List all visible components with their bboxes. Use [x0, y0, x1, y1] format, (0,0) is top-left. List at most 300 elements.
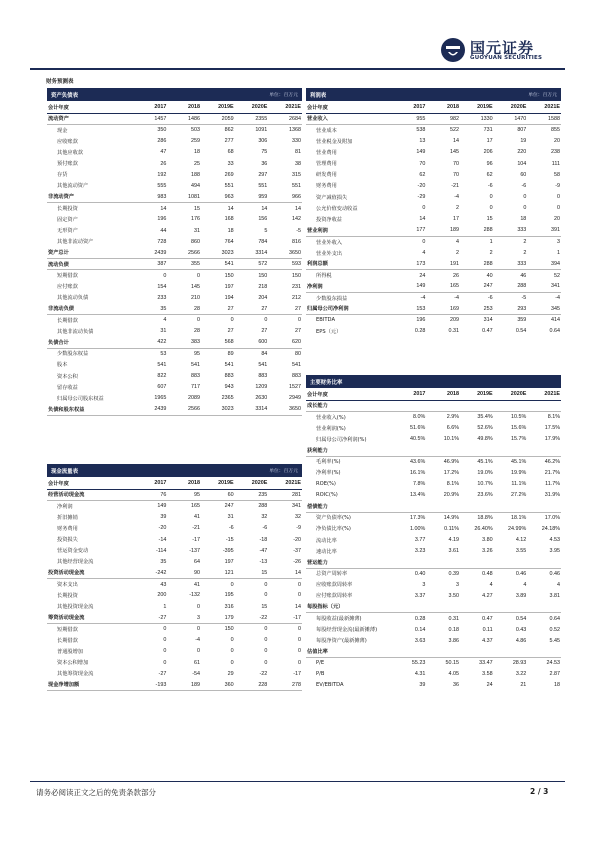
cell-value: 966	[268, 192, 302, 203]
cell-value: 333	[494, 225, 528, 236]
table-row	[306, 579, 561, 590]
cell-value: 121	[201, 568, 235, 579]
row-label: 归属母公司股东权益	[57, 395, 104, 402]
cell-value: 288	[460, 259, 494, 270]
row-label: 长期投资	[57, 206, 78, 213]
cell-value: 0	[264, 648, 268, 655]
cell-value: 963	[201, 192, 235, 203]
cell-value: 0	[298, 637, 301, 644]
cell-value: 4.86	[515, 637, 527, 644]
cell-value: -18	[259, 536, 268, 543]
row-label: 净利润	[57, 503, 73, 510]
cell-value: 27	[235, 303, 269, 314]
row-label: 存货	[57, 172, 68, 179]
row-label: 营运能力	[306, 557, 393, 568]
year-header: 2021E	[527, 102, 561, 113]
table-row	[47, 225, 302, 236]
table-row	[47, 214, 302, 225]
cell-value: 0.40	[414, 570, 426, 577]
cell-value: 33	[227, 160, 234, 167]
cell-value: 355	[167, 259, 201, 270]
row-label: 预付账款	[57, 161, 78, 168]
cell-value	[393, 557, 427, 568]
year-header: 2020E	[235, 478, 269, 489]
cell-value	[393, 646, 427, 657]
cell-value: 2439	[134, 247, 168, 258]
table-row	[306, 445, 561, 456]
row-label: 营业成本	[316, 127, 337, 134]
cell-value: 551	[224, 182, 234, 189]
cell-value: 541	[201, 259, 235, 270]
cell-value: 3314	[235, 404, 269, 415]
row-label: 应付账款	[57, 284, 78, 291]
cell-value: 3	[422, 581, 426, 588]
cell-value: 165	[426, 281, 460, 292]
table-row	[306, 315, 561, 326]
cell-value: 0	[298, 317, 301, 324]
cell-value: 0.52	[549, 626, 560, 633]
row-label: 负债和股东权益	[47, 404, 134, 415]
table-row	[306, 326, 561, 337]
cell-value: -6	[487, 295, 493, 302]
row-label: 所得税	[316, 273, 332, 280]
row-label: 其他非流动负债	[57, 328, 94, 335]
cell-value: 959	[235, 192, 269, 203]
ratios-title-bar	[306, 375, 561, 388]
row-label: 投资净收益	[316, 216, 342, 223]
cell-value: 0	[489, 205, 493, 212]
cell-value: 84	[261, 350, 268, 357]
cell-value: 25	[194, 160, 200, 167]
cell-value: 0	[230, 581, 234, 588]
table-row	[47, 601, 302, 612]
table-row	[306, 534, 561, 545]
cell-value: 15	[261, 603, 268, 610]
cell-value: 58	[554, 171, 560, 178]
cell-value: 822	[157, 373, 167, 380]
cell-value: 11.7%	[545, 481, 560, 488]
cell-value: 31	[194, 227, 200, 234]
cell-value: 3.80	[482, 537, 493, 544]
cell-value: 0.14	[414, 626, 426, 633]
column-header: 会计年度	[47, 478, 134, 489]
row-label: 成长能力	[306, 400, 393, 411]
cell-value: 44	[160, 227, 167, 234]
cell-value: 2089	[188, 395, 200, 402]
table-row	[306, 113, 561, 124]
cell-value: 3.95	[549, 548, 560, 555]
cell-value: 494	[191, 182, 200, 189]
row-label: 营业利润(%)	[316, 425, 346, 432]
cell-value: 0	[230, 659, 234, 666]
cell-value: 188	[191, 171, 200, 178]
cell-value: 1965	[154, 395, 167, 402]
cell-value: 142	[292, 216, 301, 223]
table-row	[47, 371, 302, 382]
cell-value	[426, 602, 460, 613]
cell-value: -14	[158, 536, 167, 543]
table-row	[47, 315, 302, 326]
cell-value: 4.19	[448, 537, 459, 544]
cell-value: 277	[224, 138, 234, 145]
cell-value: 541	[157, 361, 167, 368]
cell-value: 0	[197, 603, 200, 610]
cell-value: 3.58	[482, 671, 493, 678]
cell-value: 14	[160, 205, 167, 212]
company-logo	[440, 35, 565, 65]
table-row	[306, 646, 561, 657]
cell-value: 860	[191, 238, 200, 245]
cell-value: 2684	[268, 113, 302, 124]
cell-value: 3	[456, 581, 459, 588]
cell-value: 330	[292, 138, 301, 145]
cell-value: 26	[160, 160, 167, 167]
row-label: 其他应收款	[57, 149, 83, 156]
cell-value: 45.1%	[511, 458, 527, 465]
row-label: 应收账款周转率	[316, 582, 353, 589]
cell-value	[460, 557, 494, 568]
cell-value: 341	[292, 503, 301, 510]
cell-value: 345	[527, 303, 561, 314]
row-label: 每股经营现金流(最新摊薄)	[316, 627, 378, 634]
cell-value: 177	[393, 225, 427, 236]
row-label: 股本	[57, 362, 68, 369]
cashflow-title: 现金流量表	[51, 468, 78, 475]
cell-value: 0.31	[448, 615, 459, 622]
cell-value: 0	[298, 659, 301, 666]
row-label: 资本公积	[57, 373, 78, 380]
cell-value: -21	[451, 182, 459, 189]
cell-value: 196	[157, 216, 167, 223]
cell-value: 47	[160, 149, 167, 156]
cell-value: -4	[195, 637, 200, 644]
cell-value: -20	[417, 182, 426, 189]
row-label: 现金	[57, 127, 68, 134]
cell-value: -395	[222, 547, 234, 554]
cell-value: 153	[393, 303, 427, 314]
cell-value: 551	[292, 182, 301, 189]
cell-value: 16.1%	[410, 469, 426, 476]
cell-value: 0	[230, 317, 234, 324]
cell-value: 17.9%	[544, 436, 560, 443]
cell-value: 70	[453, 160, 459, 167]
cell-value: 333	[494, 259, 528, 270]
cell-value: 156	[258, 216, 268, 223]
cell-value: 235	[235, 489, 269, 500]
cell-value: 104	[517, 160, 527, 167]
cell-value: 3.22	[515, 671, 527, 678]
row-label: 公允价值变动收益	[316, 205, 358, 212]
row-label: 研发费用	[316, 172, 337, 179]
table-row	[47, 646, 302, 657]
cell-value: 19.0%	[477, 469, 493, 476]
cell-value: 35	[134, 303, 168, 314]
table-row	[306, 180, 561, 191]
cell-value: 14	[453, 138, 459, 145]
cell-value: 0.64	[549, 328, 560, 335]
balance-header-row	[47, 102, 302, 113]
cell-value: 0	[197, 272, 200, 279]
table-row	[306, 669, 561, 680]
table-row	[306, 203, 561, 214]
income-title: 利润表	[310, 92, 327, 99]
footer-rule	[30, 781, 565, 782]
cell-value: 1470	[494, 113, 528, 124]
cell-value: 55.23	[411, 660, 426, 667]
cell-value: 288	[494, 281, 528, 292]
cell-value: 70	[419, 160, 426, 167]
cell-value: 0	[422, 205, 426, 212]
cell-value: 983	[134, 192, 168, 203]
cell-value: 0	[298, 581, 301, 588]
income-title-bar	[306, 88, 561, 101]
cell-value: 2059	[201, 113, 235, 124]
row-label: 营业收入	[306, 113, 393, 124]
cell-value: 31	[160, 328, 167, 335]
table-row	[306, 225, 561, 236]
cell-value: 189	[426, 225, 460, 236]
cell-value	[494, 400, 528, 411]
table-row	[47, 169, 302, 180]
cell-value: 784	[258, 238, 268, 245]
table-row	[47, 679, 302, 690]
cell-value: 15	[235, 568, 269, 579]
cashflow-unit: 单位：百万元	[269, 469, 298, 474]
cell-value: 0	[197, 317, 200, 324]
cell-value: 60	[520, 171, 527, 178]
table-row	[306, 192, 561, 203]
cell-value: -9	[296, 525, 301, 532]
cell-value: 2	[456, 250, 459, 257]
cell-value: 10.7%	[477, 481, 493, 488]
cell-value: 855	[551, 127, 560, 134]
table-row	[306, 456, 561, 467]
cell-value: 76	[134, 489, 168, 500]
cell-value: 297	[258, 171, 268, 178]
cell-value: 196	[416, 317, 426, 324]
table-row	[47, 668, 302, 679]
cell-value: 3.26	[482, 548, 493, 555]
cell-value: 288	[460, 225, 494, 236]
cell-value: -6	[262, 525, 268, 532]
cell-value: 17	[486, 138, 493, 145]
logo-subtext: GUOYUAN SECURITIES	[470, 55, 543, 61]
cell-value: 6.6%	[446, 425, 459, 432]
table-row	[306, 512, 561, 523]
cell-value: 204	[258, 294, 268, 301]
row-label: 营业外收入	[316, 239, 342, 246]
row-label: 利润总额	[306, 259, 393, 270]
cell-value: 807	[517, 127, 527, 134]
cell-value: 228	[235, 679, 269, 690]
table-row	[306, 557, 561, 568]
cell-value: 43	[160, 581, 167, 588]
cell-value: 0.18	[448, 626, 459, 633]
cell-value: 4	[422, 250, 426, 257]
table-row	[47, 303, 302, 314]
cell-value: -193	[134, 679, 168, 690]
cell-value: 883	[292, 373, 301, 380]
row-label: 营业税金及附加	[316, 138, 353, 145]
cell-value: -13	[259, 558, 268, 565]
cell-value	[460, 501, 494, 512]
cell-value: 46	[520, 272, 527, 279]
cell-value: 316	[224, 603, 234, 610]
cell-value: 2	[523, 250, 527, 257]
cell-value	[494, 602, 528, 613]
row-label: 获利能力	[306, 445, 393, 456]
row-label: 净负债比率(%)	[316, 526, 351, 533]
row-label: ROE(%)	[316, 481, 336, 488]
table-row	[306, 400, 561, 411]
row-label: 其他流动负债	[57, 295, 89, 302]
row-label: 应收账款	[57, 138, 78, 145]
cell-value: 96	[486, 160, 493, 167]
table-row	[47, 348, 302, 359]
cell-value: 43.6%	[410, 458, 426, 465]
year-header: 2021E	[268, 478, 302, 489]
cell-value: 955	[393, 113, 427, 124]
cell-value: 28	[167, 303, 201, 314]
cell-value: 11.1%	[511, 481, 527, 488]
year-header: 2018	[426, 389, 460, 400]
ratios-table	[306, 375, 561, 691]
cell-value: 0	[163, 626, 167, 633]
income-header-row	[306, 102, 561, 113]
cell-value: 40.5%	[410, 436, 426, 443]
cell-value: 1457	[134, 113, 168, 124]
cashflow-header-row	[47, 478, 302, 489]
cell-value: 541	[191, 361, 200, 368]
row-label: 营运资金变动	[57, 548, 89, 555]
cell-value: 81	[295, 149, 301, 156]
cell-value: 35	[160, 558, 167, 565]
cell-value: 4.53	[549, 537, 560, 544]
cell-value: 1	[557, 250, 560, 257]
table-row	[47, 393, 302, 404]
cell-value: 4	[163, 317, 167, 324]
cell-value: 189	[167, 679, 201, 690]
table-row	[47, 136, 302, 147]
cell-value: 15.6%	[511, 425, 527, 432]
balance-title: 资产负债表	[51, 92, 78, 99]
cell-value: 359	[517, 317, 527, 324]
cell-value: 24	[419, 272, 426, 279]
row-label: 净利润	[306, 281, 393, 292]
table-row	[306, 259, 561, 270]
year-header: 2019E	[201, 102, 235, 113]
cell-value	[494, 557, 528, 568]
cell-value: 14	[268, 568, 302, 579]
cell-value: 14	[419, 216, 426, 223]
table-row	[47, 657, 302, 668]
cell-value: 572	[235, 259, 269, 270]
cell-value: 3.86	[448, 637, 459, 644]
cell-value: 231	[292, 283, 301, 290]
cell-value: 1209	[255, 384, 268, 391]
cell-value: 0.11%	[444, 525, 459, 532]
cell-value: 19.9%	[511, 469, 527, 476]
row-label: 流动资产	[47, 113, 134, 124]
table-row	[306, 624, 561, 635]
column-header: 会计年度	[306, 102, 393, 113]
year-header: 2018	[426, 102, 460, 113]
row-label: 流动比率	[316, 537, 337, 544]
table-row	[306, 214, 561, 225]
row-label: 其他非流动资产	[57, 239, 94, 246]
cell-value: 3.63	[414, 637, 426, 644]
cell-value: 46.2%	[544, 458, 560, 465]
cell-value: 5.45	[549, 637, 560, 644]
row-label: 非流动负债	[47, 303, 134, 314]
cell-value: 360	[201, 679, 235, 690]
row-label: 负债合计	[47, 337, 134, 348]
cell-value: -17	[293, 670, 301, 677]
cell-value: 89	[227, 350, 234, 357]
column-header: 会计年度	[306, 389, 393, 400]
row-label: 折旧摊销	[57, 514, 78, 521]
cell-value: 3314	[235, 247, 269, 258]
cell-value: 314	[483, 317, 493, 324]
cell-value	[527, 445, 561, 456]
cell-value: 192	[157, 171, 167, 178]
cell-value: 1091	[255, 127, 268, 134]
cell-value: 0	[298, 592, 301, 599]
cell-value: 18.1%	[511, 514, 527, 521]
cell-value: 247	[460, 281, 494, 292]
row-label: 速动比率	[316, 548, 337, 555]
cell-value: 18	[227, 227, 234, 234]
table-row	[47, 281, 302, 292]
cell-value: 145	[450, 149, 459, 156]
cell-value: 24	[486, 682, 493, 689]
cell-value: 200	[157, 592, 167, 599]
cell-value: 4.12	[515, 537, 527, 544]
row-label: P/E	[316, 660, 325, 667]
cell-value: 0	[298, 626, 301, 633]
table-row	[306, 281, 561, 292]
cell-value: 0	[264, 581, 268, 588]
row-label: 少数股东权益	[57, 351, 89, 358]
row-label: 每股净资产(最新摊薄)	[316, 638, 367, 645]
cell-value: 28	[194, 328, 200, 335]
cell-value: 191	[426, 259, 460, 270]
cell-value: -242	[134, 568, 168, 579]
year-header: 2020E	[494, 389, 528, 400]
year-header: 2017	[393, 102, 427, 113]
cell-value: 17.5%	[544, 425, 560, 432]
year-header: 2019E	[201, 478, 235, 489]
cell-value: 15.7%	[511, 436, 527, 443]
row-label: EPS（元）	[316, 328, 342, 335]
cell-value: 111	[551, 160, 560, 167]
table-row	[306, 292, 561, 303]
cell-value: 0.47	[482, 328, 493, 335]
cell-value: 2949	[289, 395, 301, 402]
guoyuan-logo-icon	[440, 37, 466, 63]
cell-value: 2365	[221, 395, 234, 402]
cell-value: -15	[225, 536, 234, 543]
cell-value: 14	[295, 603, 301, 610]
year-header: 2018	[167, 102, 201, 113]
balance-unit: 单位：百万元	[269, 93, 298, 98]
cell-value: 1486	[167, 113, 201, 124]
cell-value: 27	[261, 328, 268, 335]
row-label: 应付账款周转率	[316, 593, 353, 600]
cell-value: -22	[235, 612, 269, 623]
cell-value: 13	[419, 138, 426, 145]
year-header: 2020E	[494, 102, 528, 113]
